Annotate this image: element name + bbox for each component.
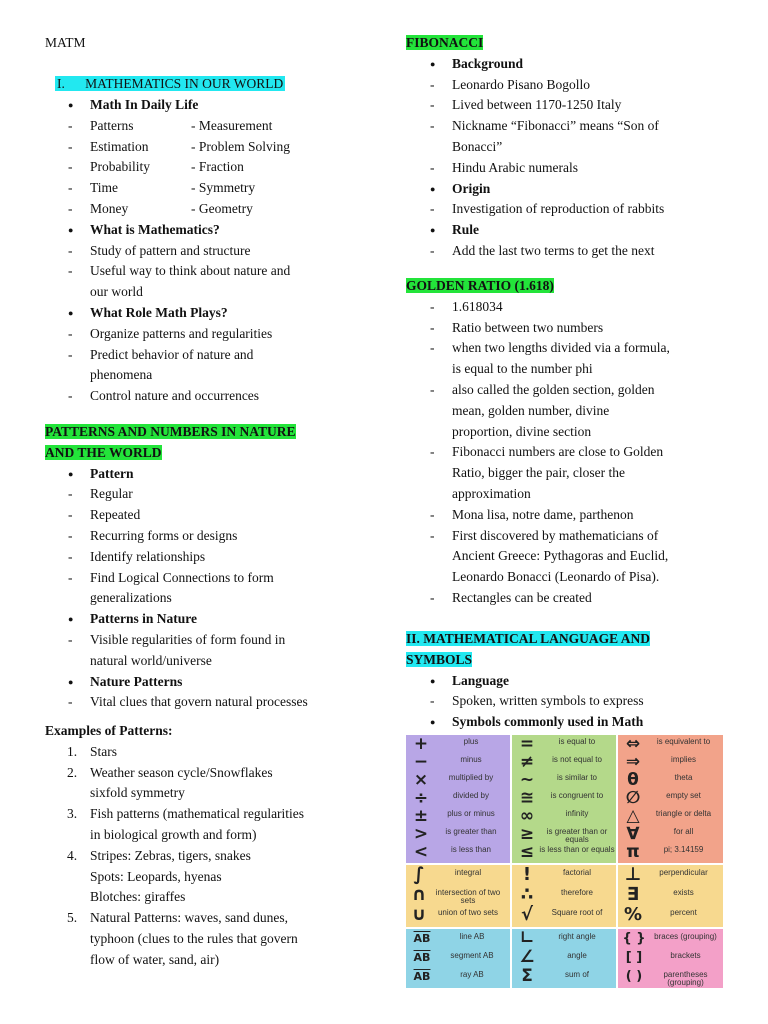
math-symbol-label: theta	[674, 773, 693, 782]
math-symbol: ∟	[519, 929, 535, 948]
list-item: sixfold symmetry	[90, 785, 185, 801]
math-symbol-label: infinity	[565, 809, 589, 818]
math-symbol: $\overline{AB}$	[413, 970, 431, 983]
math-symbol: ≠	[519, 752, 535, 772]
symbols-sets-cell	[406, 865, 510, 927]
math-symbol-label: is similar to	[556, 773, 597, 782]
math-symbol-label: perpendicular	[659, 868, 708, 877]
section-heading-math-world: I. MATHEMATICS IN OUR WORLD	[57, 76, 284, 91]
list-item: phenomena	[90, 367, 153, 383]
math-symbol: π	[626, 842, 640, 862]
section-heading-golden-ratio: GOLDEN RATIO (1.618)	[406, 278, 554, 293]
bullet-heading: ● Background	[452, 54, 523, 74]
list-item: - also called the golden section, golden	[452, 380, 654, 400]
symbols-grouping-cell	[618, 929, 723, 988]
list-item: - Rectangles can be created	[452, 588, 592, 608]
list-item: - Investigation of reproduction of rabbits	[452, 199, 664, 219]
list-item: proportion, divine section	[452, 423, 592, 439]
math-symbol: !	[522, 865, 532, 885]
math-symbol-label: multiplied by	[448, 773, 494, 782]
list-item: - Identify relationships	[90, 547, 205, 567]
math-symbol: √	[520, 904, 533, 925]
symbols-operators-cell	[406, 735, 510, 863]
list-item: Spots: Leopards, hyenas	[90, 868, 222, 884]
list-item: Blotches: giraffes	[90, 889, 186, 905]
math-symbol: { }	[622, 931, 646, 946]
math-symbol-label: is greater than or equals	[546, 827, 608, 844]
symbols-angles-cell	[512, 929, 616, 988]
examples-heading: Examples of Patterns:	[45, 723, 173, 738]
math-symbol: [ ]	[625, 950, 643, 965]
list-item: - Nickname “Fibonacci” means “Son of	[452, 116, 659, 136]
math-symbol: ≥	[519, 824, 535, 844]
list-item: - Repeated	[90, 505, 140, 525]
list-item: - Probability	[90, 157, 150, 177]
math-symbol: ∞	[519, 806, 535, 826]
math-symbol: $\overline{AB}$	[413, 951, 431, 964]
bullet-heading: ● Patterns in Nature	[90, 609, 197, 629]
list-item: - Add the last two terms to get the next	[452, 241, 654, 261]
math-symbol: ÷	[413, 788, 429, 808]
symbols-misc-cell	[512, 865, 616, 927]
math-symbol: <	[413, 842, 429, 862]
list-item: Fish patterns (mathematical regularities	[90, 806, 305, 822]
math-symbol-label: is equivalent to	[656, 737, 711, 746]
list-item: Weather season cycle/Snowflakes	[90, 764, 273, 780]
list-item: - when two lengths divided via a formula,	[452, 338, 670, 358]
list-item: - Predict behavior of nature and	[90, 345, 253, 365]
list-number: 2.	[67, 764, 78, 780]
math-symbol-label: line AB	[459, 931, 485, 941]
section-heading-patterns: AND THE WORLD	[45, 444, 162, 460]
list-item: - Ratio between two numbers	[452, 318, 603, 338]
list-number: 5.	[67, 910, 78, 926]
math-symbol: $\overline{AB}$	[413, 932, 431, 945]
list-item: - Find Logical Connections to form	[90, 568, 274, 588]
math-symbol-label: plus or minus	[447, 809, 495, 818]
bullet-heading: ● Symbols commonly used in Math	[452, 712, 643, 732]
math-symbol-label: segment AB	[450, 950, 494, 960]
list-item: is equal to the number phi	[452, 361, 593, 377]
list-item: - Mona lisa, notre dame, parthenon	[452, 505, 633, 525]
math-symbol-label: is not equal to	[552, 755, 602, 764]
list-item: - Geometry	[191, 201, 253, 216]
list-number: 1.	[67, 743, 78, 759]
math-symbol: △	[626, 806, 640, 826]
math-symbol-label: is less than or equals	[539, 845, 615, 854]
list-item: - Money	[90, 199, 128, 219]
list-item: - Measurement	[191, 117, 273, 133]
math-symbol-label: pi; 3.14159	[663, 845, 704, 854]
math-symbol: ⇔	[625, 735, 641, 754]
list-item: - Organize patterns and regularities	[90, 324, 272, 344]
math-symbol: %	[623, 904, 643, 925]
math-symbol-label: integral	[454, 868, 482, 877]
math-symbols-table	[406, 735, 723, 988]
list-item: - Vital clues that govern natural processes	[90, 692, 308, 712]
list-item: Stripes: Zebras, tigers, snakes	[90, 847, 251, 863]
bullet-heading: ● Math In Daily Life	[90, 95, 198, 115]
math-symbol: ×	[413, 770, 429, 790]
math-symbol: ⊥	[624, 865, 642, 885]
bullet-heading: ● Nature Patterns	[90, 672, 182, 692]
section-heading-patterns: PATTERNS AND NUMBERS IN NATURE	[45, 424, 296, 439]
math-symbol: =	[519, 735, 535, 754]
math-symbol-label: plus	[463, 737, 479, 746]
math-symbol-label: is greater than	[445, 827, 497, 836]
math-symbol: ∫	[413, 865, 425, 885]
list-item: Natural Patterns: waves, sand dunes,	[90, 910, 288, 926]
math-symbol-label: ray AB	[460, 969, 484, 979]
list-item: Bonacci”	[452, 139, 503, 154]
math-symbol-label: brackets	[670, 950, 701, 960]
list-item: - 1.618034	[452, 297, 503, 317]
list-item: - Symmetry	[191, 180, 256, 196]
list-item: - Fibonacci numbers are close to Golden	[452, 442, 663, 462]
math-symbol-label: sum of	[564, 969, 589, 979]
math-symbol: ∩	[411, 884, 427, 905]
math-symbol: ∠	[519, 947, 535, 967]
math-symbol: ≤	[519, 842, 535, 862]
list-item: Stars	[90, 743, 117, 759]
list-item: - Hindu Arabic numerals	[452, 158, 578, 178]
math-symbol-label: therefore	[560, 888, 594, 897]
list-item: Leonardo Bonacci (Leonardo of Pisa).	[452, 569, 660, 585]
section-heading-fibonacci: FIBONACCI	[406, 35, 484, 50]
math-symbol: ∴	[520, 884, 534, 905]
list-item: - Lived between 1170-1250 Italy	[452, 95, 621, 115]
list-item: - Fraction	[191, 159, 244, 175]
math-symbol-label: intersection of two sets	[435, 888, 501, 905]
list-item: generalizations	[90, 590, 172, 606]
list-item: - Study of pattern and structure	[90, 241, 250, 261]
math-symbol-label: for all	[673, 827, 694, 836]
list-item: our world	[90, 284, 143, 300]
list-item: in biological growth and form)	[90, 827, 257, 842]
math-symbol-label: angle	[567, 950, 587, 960]
section-heading-language: II. MATHEMATICAL LANGUAGE AND	[406, 631, 651, 646]
math-symbol-label: is congruent to	[550, 791, 604, 800]
list-item: - Patterns	[90, 116, 134, 136]
list-item: - Useful way to think about nature and	[90, 261, 290, 281]
list-item: Ratio, bigger the pair, closer the	[452, 465, 626, 481]
bullet-heading: ● Pattern	[90, 464, 133, 484]
math-symbol-label: union of two sets	[437, 908, 499, 917]
math-symbol: ∅	[625, 788, 641, 808]
list-item: mean, golden number, divine	[452, 402, 610, 418]
math-symbol: ±	[413, 806, 429, 826]
math-symbol-label: implies	[671, 755, 696, 764]
math-symbol-label: right angle	[558, 931, 596, 941]
math-symbol-label: Square root of	[551, 908, 603, 917]
math-symbol-label: is less than	[450, 845, 492, 854]
math-symbol: ∃	[626, 884, 640, 905]
bullet-heading: ● What is Mathematics?	[90, 220, 220, 240]
math-symbol-label: empty set	[666, 791, 701, 800]
math-symbol-label: is equal to	[558, 737, 596, 746]
list-item: flow of water, sand, air)	[90, 951, 220, 967]
math-symbol: θ	[627, 770, 639, 790]
list-item: - Time	[90, 178, 118, 198]
symbols-exists-cell	[618, 865, 723, 927]
list-item: - Leonardo Pisano Bogollo	[452, 75, 590, 95]
list-item: - Regular	[90, 484, 133, 504]
math-symbol: ~	[519, 770, 535, 790]
list-item: - Spoken, written symbols to express	[452, 691, 644, 711]
math-symbol: −	[413, 752, 429, 772]
bullet-heading: ● Origin	[452, 179, 490, 199]
section-heading-language: SYMBOLS	[406, 651, 473, 667]
math-symbol-label: divided by	[452, 791, 490, 800]
math-symbol-label: triangle or delta	[655, 809, 712, 818]
bullet-heading: ● Language	[452, 671, 509, 691]
list-item: natural world/universe	[90, 652, 212, 668]
list-item: approximation	[452, 486, 531, 501]
math-symbol-label: braces (grouping)	[654, 931, 717, 941]
list-item: - Control nature and occurrences	[90, 386, 259, 406]
bullet-heading: ● Rule	[452, 220, 479, 240]
math-symbol: ∀	[626, 824, 640, 844]
math-symbol: >	[413, 824, 429, 844]
math-symbol: +	[413, 735, 429, 754]
list-item: - First discovered by mathematicians of	[452, 526, 658, 546]
symbols-geometry-cell	[406, 929, 510, 988]
list-item: - Recurring forms or designs	[90, 526, 237, 546]
math-symbol-label: percent	[670, 908, 697, 917]
symbols-logic-cell	[618, 735, 723, 863]
math-symbol-label: factorial	[562, 868, 591, 877]
math-symbol-label: minus	[460, 755, 482, 764]
list-item: - Estimation	[90, 137, 149, 157]
math-symbol: ( )	[625, 969, 643, 984]
list-item: - Problem Solving	[191, 138, 291, 154]
math-symbol-label: exists	[673, 888, 694, 897]
bullet-heading: ● What Role Math Plays?	[90, 303, 228, 323]
math-symbol: ∪	[411, 904, 427, 925]
symbols-relations-cell	[512, 735, 616, 863]
list-item: - Visible regularities of form found in	[90, 630, 285, 650]
math-symbol: ≅	[519, 788, 535, 808]
math-symbol-label: parentheses (grouping)	[663, 969, 708, 987]
list-number: 3.	[67, 806, 78, 822]
math-symbol: ⇒	[625, 752, 641, 772]
list-item: typhoon (clues to the rules that govern	[90, 931, 298, 946]
math-symbol: Σ	[521, 966, 533, 986]
list-number: 4.	[67, 847, 78, 863]
doc-title: MATM	[45, 35, 86, 50]
list-item: Ancient Greece: Pythagoras and Euclid,	[452, 548, 669, 564]
